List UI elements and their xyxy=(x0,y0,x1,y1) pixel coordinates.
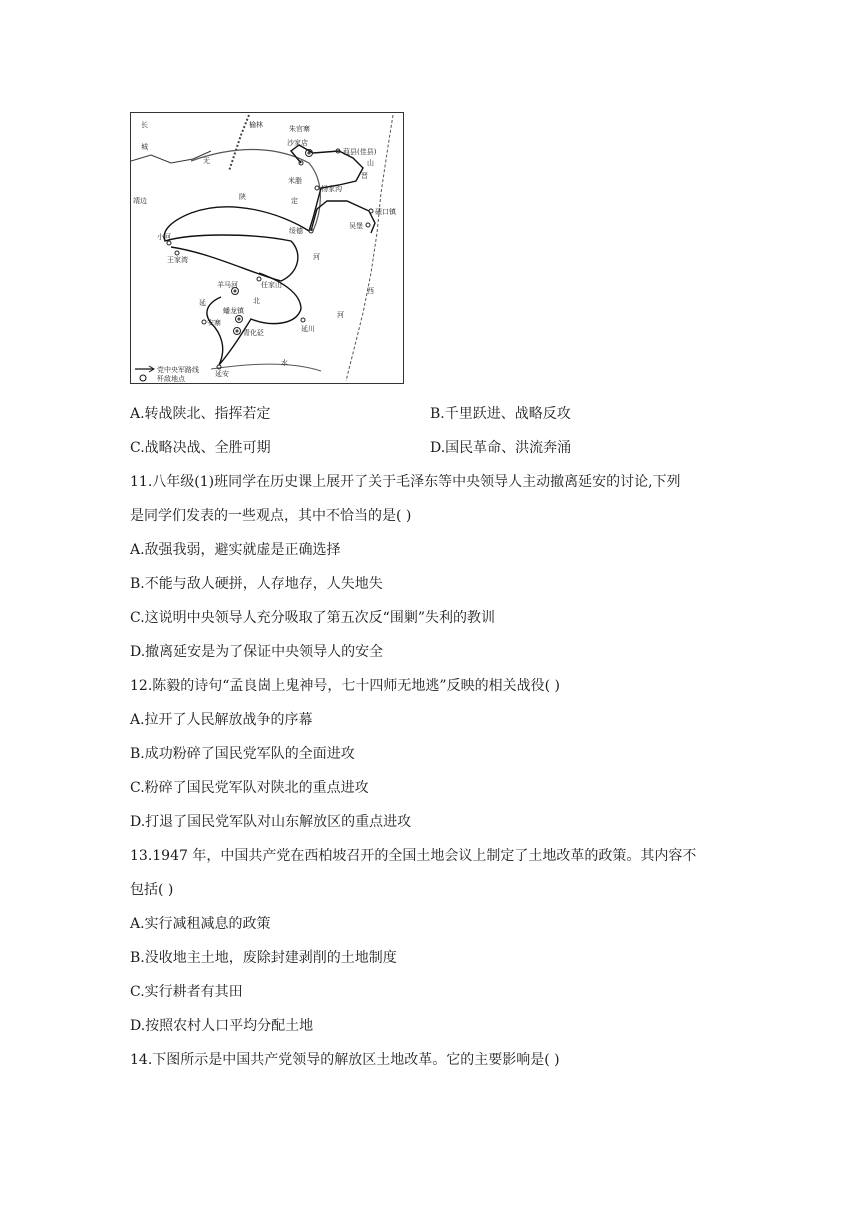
option-a: A.转战陕北、指挥若定 xyxy=(130,406,271,422)
label-r-xi: 西 xyxy=(367,287,374,295)
label-r-shui: 水 xyxy=(281,359,288,367)
q12-stem: 12.陈毅的诗句“孟良崮上鬼神号，七十四师无地逃”反映的相关战役( ) xyxy=(130,678,560,694)
label-jiaxian: 葭县(佳县) xyxy=(343,148,377,156)
q12-option-a: A.拉开了人民解放战争的序幕 xyxy=(130,712,313,728)
wuding-river xyxy=(191,149,320,231)
label-shajiadian: 沙家店 xyxy=(287,139,308,147)
label-r-he: 河 xyxy=(313,253,320,261)
q13-stem-line1: 13.1947 年，中国共产党在西柏坡召开的全国土地会议上制定了土地改革的政策。其内容不 xyxy=(130,848,697,864)
q13-option-c: C.实行耕者有其田 xyxy=(130,984,243,1000)
q12-option-b: B.成功粉碎了国民党军队的全面进攻 xyxy=(130,746,355,762)
q13-option-d: D.按照农村人口平均分配土地 xyxy=(130,1018,314,1034)
legend-route-label: 党中央军路线 xyxy=(157,366,199,374)
label-r-shan2: 陕 xyxy=(239,193,246,201)
legend-battle-icon xyxy=(140,375,146,381)
q11-option-b: B.不能与敌人硬拼，人存地存，人失地失 xyxy=(130,576,383,592)
label-anzai: 安寨 xyxy=(207,319,221,327)
label-r-cheng: 城 xyxy=(141,143,148,151)
q11-stem-line1: 11.八年级(1)班同学在历史课上展开了关于毛泽东等中央领导人主动撤离延安的讨论,下列 xyxy=(130,474,681,490)
label-r-chang: 长 xyxy=(141,121,148,129)
label-jingbian: 靖边 xyxy=(133,197,147,205)
label-qinghuabian: 青化砭 xyxy=(243,329,264,337)
route-loop-east xyxy=(311,201,375,233)
label-r-jin: 晋 xyxy=(361,172,368,180)
label-yangmahe: 羊马河 xyxy=(217,281,238,289)
label-yanchuan: 延川 xyxy=(301,325,315,333)
q13-option-b: B.没收地主土地，废除封建剥削的土地制度 xyxy=(130,950,397,966)
route-loop-west xyxy=(164,207,309,281)
label-yulin: 榆林 xyxy=(249,121,263,129)
label-r-bei: 北 xyxy=(253,297,260,305)
label-r-shan: 山 xyxy=(367,159,374,167)
option-d: D.国民革命、洪流奔涌 xyxy=(430,440,572,456)
q11-option-a: A.敌强我弱，避实就虚是正确选择 xyxy=(130,542,341,558)
label-panlongzhen: 蟠龙镇 xyxy=(223,307,244,315)
q14-stem: 14.下图所示是中国共产党领导的解放区土地改革。它的主要影响是( ) xyxy=(130,1052,560,1068)
route-map xyxy=(130,112,404,384)
label-xiaohe: 小河 xyxy=(157,233,171,241)
label-zhuguanzhai: 朱官寨 xyxy=(289,125,310,133)
q12-option-d: D.打退了国民党军队对山东解放区的重点进攻 xyxy=(130,814,412,830)
q11-option-d: D.撤离延安是为了保证中央领导人的安全 xyxy=(130,644,384,660)
q11-option-c: C.这说明中央领导人充分吸取了第五次反“围剿”失利的教训 xyxy=(130,610,495,626)
label-xiakou: 碛口镇 xyxy=(375,208,396,216)
label-r-wu: 无 xyxy=(203,157,210,165)
label-r-yan: 延 xyxy=(199,299,206,307)
great-wall xyxy=(229,115,249,171)
label-suide: 绥德 xyxy=(289,227,303,235)
label-r-ding: 定 xyxy=(291,197,298,205)
q13-stem-line2: 包括( ) xyxy=(130,882,174,898)
label-wubao: 吴堡 xyxy=(349,222,363,230)
q13-option-a: A.实行减租减息的政策 xyxy=(130,916,271,932)
option-c: C.战略决战、全胜可期 xyxy=(130,440,271,456)
legend-battle-label: 歼敌地点 xyxy=(157,375,185,383)
q11-stem-line2: 是同学们发表的一些观点，其中不恰当的是( ) xyxy=(130,508,412,524)
label-yangjiagou: 杨家沟 xyxy=(321,185,342,193)
label-yanan: 延安 xyxy=(215,370,229,378)
option-b: B.千里跃进、战略反攻 xyxy=(430,406,571,422)
map-legend xyxy=(135,365,199,383)
q12-option-c: C.粉碎了国民党军队对陕北的重点进攻 xyxy=(130,780,369,796)
label-mizhi: 米脂 xyxy=(288,177,302,185)
label-wangjiawan: 王家湾 xyxy=(167,256,188,264)
label-r-he2: 河 xyxy=(337,311,344,319)
label-renjiashan: 任家山 xyxy=(261,281,282,289)
